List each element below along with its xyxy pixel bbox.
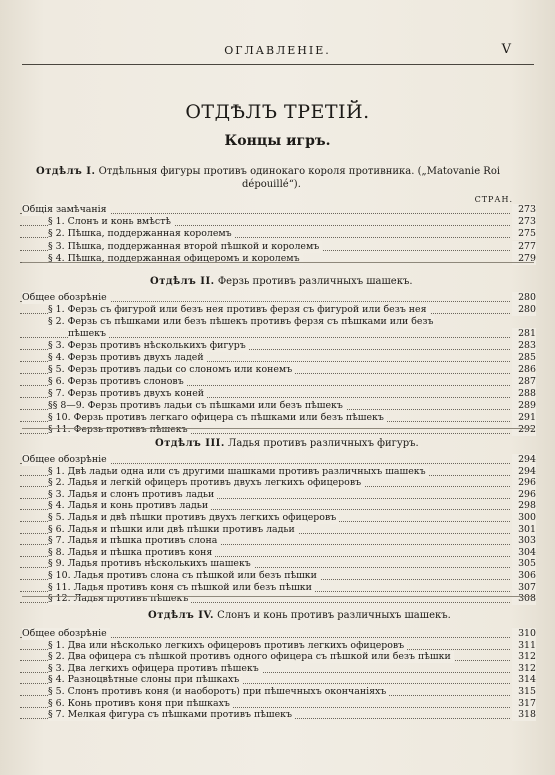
- section-3-lead: Отдѣлъ III.: [155, 438, 225, 449]
- toc-entry-text: [48, 524, 298, 536]
- toc-entry: [20, 388, 536, 400]
- part-heading: ОТДѢЛЪ ТРЕТІЙ.: [185, 101, 370, 123]
- toc-entry-text: [48, 582, 315, 594]
- toc-page-number: 277: [512, 241, 536, 253]
- toc-entry-title: Ладья противъ пѣшекъ: [73, 593, 189, 605]
- section-1-title-line2: dépouillé“).: [242, 179, 301, 190]
- toc-entry-text: [48, 241, 322, 253]
- toc-entry: [20, 524, 536, 536]
- toc-entry-text: [48, 376, 187, 388]
- toc-entry: [20, 686, 536, 698]
- toc-entry-number: § 8.: [48, 546, 68, 558]
- toc-page-number: 303: [512, 535, 536, 547]
- toc-entry-title: Слонъ противъ коня (и наоборотъ) при пѣшечныхъ окончаніяхъ: [67, 686, 387, 697]
- toc-entry: [20, 640, 536, 652]
- toc-entry-number: § 4.: [48, 252, 68, 264]
- toc-entry-text: [48, 547, 215, 559]
- toc-page-number: 311: [512, 640, 536, 652]
- toc-entry-number: § 11.: [48, 424, 74, 435]
- toc-entry-text: [48, 512, 339, 524]
- toc-entry-title: Ладья и пѣшка противъ коня: [67, 546, 213, 558]
- toc-page-number: 275: [512, 228, 536, 240]
- toc-entry-title: Ферзь противъ двухъ коней: [67, 388, 205, 399]
- toc-entry-title: Общее обозрѣніе: [22, 628, 107, 639]
- toc-entry: [20, 558, 536, 570]
- section-1-title-line1: Отдѣльныя фигуры противъ одинокаго короля противника. („Matovanie Roi: [98, 166, 501, 177]
- toc-entry-title: Конь противъ коня при пѣшкахъ: [67, 697, 230, 709]
- toc-entry: [20, 651, 536, 663]
- toc-entry: [20, 228, 536, 240]
- toc-entry: [20, 340, 536, 352]
- toc-entry-text: [48, 535, 220, 547]
- toc-entry-title: Ферзь съ фигурой или безъ нея противъ ферзя съ фигурой или безъ нея: [67, 304, 427, 315]
- toc-entry-text: [48, 304, 430, 316]
- section-4-lead: Отдѣлъ IV.: [148, 610, 214, 621]
- toc-entry-text: [48, 500, 211, 512]
- section-2-heading: [150, 275, 413, 288]
- toc-entry-text: [48, 640, 407, 652]
- toc-entry-number: § 12.: [48, 593, 74, 605]
- toc-page-number: 315: [512, 686, 536, 698]
- toc-entry-number: § 1.: [48, 639, 68, 651]
- toc-entry-number: § 4.: [48, 674, 68, 686]
- toc-entry-text: [48, 228, 235, 240]
- toc-entry: [20, 204, 536, 216]
- toc-entry: [20, 674, 536, 686]
- toc-entry-title: Слонъ и конь вмѣстѣ: [67, 216, 171, 228]
- toc-entry-text: [48, 674, 242, 686]
- toc-entry-title: Ладья противъ нѣсколькихъ шашекъ: [67, 558, 251, 570]
- toc-page-number: 314: [512, 674, 536, 686]
- toc-entry-title: Ладья противъ коня съ пѣшкой или безъ пѣшки: [73, 581, 312, 593]
- toc-page-number: 306: [512, 570, 536, 582]
- toc-page-number: 296: [512, 489, 536, 501]
- toc-entry: [20, 466, 536, 478]
- section-1-heading: [36, 165, 516, 178]
- toc-entry-text: [48, 709, 295, 721]
- toc-entry: [20, 477, 536, 489]
- toc-entry-title: Ладья и пѣшка противъ слона: [67, 535, 218, 547]
- toc-entry: [20, 698, 536, 710]
- toc-page-number: 291: [512, 412, 536, 424]
- toc-page-number: 312: [512, 663, 536, 675]
- section-2-lead: Отдѣлъ II.: [150, 276, 215, 287]
- toc-entry-text: [48, 340, 249, 352]
- section-1-heading-cont: [242, 178, 301, 191]
- toc-entry: [20, 454, 536, 466]
- toc-entry: [20, 352, 536, 364]
- toc-entry-text: [48, 663, 262, 675]
- toc-page-number: 288: [512, 388, 536, 400]
- section-2-title: Ферзь противъ различныхъ шашекъ.: [217, 276, 413, 287]
- toc-entry-number: § 7.: [48, 388, 68, 399]
- toc-entry-number: § 3.: [48, 662, 68, 674]
- toc-entry-text: [22, 204, 110, 216]
- toc-entry-number: § 2.: [48, 228, 68, 240]
- toc-entry: [20, 424, 536, 436]
- toc-entry: [20, 304, 536, 316]
- toc-entry-text: [22, 454, 110, 466]
- toc-entry-number: § 3.: [48, 488, 68, 500]
- toc-entry-text: [48, 412, 387, 424]
- toc-entry-title: Ферзь противъ пѣшекъ: [73, 424, 188, 435]
- toc-entry-text: [48, 489, 217, 501]
- toc-entry-title: Пѣшка, поддержанная второй пѣшкой и королемъ: [67, 240, 320, 252]
- toc-page-number: 317: [512, 698, 536, 710]
- toc-entry-text: [48, 570, 320, 582]
- toc-entry-title: Ферзь противъ двухъ ладей: [67, 352, 204, 363]
- toc-page-number: 307: [512, 582, 536, 594]
- toc-entry: [20, 376, 536, 388]
- toc-page-number: 296: [512, 477, 536, 489]
- toc-entry: [20, 316, 536, 340]
- toc-entry-text: [48, 216, 174, 228]
- toc-entry: [20, 512, 536, 524]
- toc-entry-title: Пѣшка, поддержанная королемъ: [67, 228, 232, 240]
- toc-entry-text: [48, 593, 191, 605]
- toc-page-number: 281: [512, 328, 536, 340]
- toc-entry: [20, 547, 536, 559]
- toc-page-number: 318: [512, 709, 536, 721]
- section-4-title: Слонъ и конь противъ различныхъ шашекъ.: [217, 610, 451, 621]
- toc-page-number: 279: [512, 253, 536, 265]
- toc-entry-number: § 2.: [48, 651, 68, 663]
- toc-entry-number: § 5.: [48, 686, 68, 697]
- toc-entry-title: Ладья и конь противъ ладьи: [67, 500, 209, 512]
- toc-entry-title: Ферзь противъ ладьи со слономъ или конемъ: [67, 364, 293, 375]
- toc-entry-number: § 10.: [48, 570, 74, 581]
- toc-entry-continuation: пѣшекъ: [68, 328, 109, 340]
- toc-page-number: 289: [512, 400, 536, 412]
- toc-page-number: 280: [512, 304, 536, 316]
- toc-entry: [20, 709, 536, 721]
- toc-entry-title: Общія замѣчанія: [22, 204, 107, 215]
- toc-entry: [20, 364, 536, 376]
- section-3-title: Ладья противъ различныхъ фигуръ.: [228, 438, 419, 449]
- toc-entry-text: [22, 292, 110, 304]
- toc-entry-text: [48, 698, 233, 710]
- toc-entry-title: Два или нѣсколько легкихъ офицеровъ противъ легкихъ офицеровъ: [67, 639, 405, 651]
- toc-entry-text: [48, 466, 429, 478]
- toc-entry-text: [48, 316, 434, 328]
- toc-entry-number: § 10.: [48, 412, 74, 423]
- toc-entry: [20, 400, 536, 412]
- section-divider-3: [22, 596, 534, 597]
- toc-page-number: 286: [512, 364, 536, 376]
- toc-entry: [20, 241, 536, 253]
- toc-page-number: 273: [512, 216, 536, 228]
- toc-entry-title: Два офицера съ пѣшкой противъ одного офицера съ пѣшкой или безъ пѣшки: [67, 651, 451, 663]
- running-header: [0, 44, 555, 60]
- toc-entry-title: Ладья и слонъ противъ ладьи: [67, 488, 215, 500]
- toc-entry-text: [48, 651, 454, 663]
- toc-entry-title: Ферзь противъ легкаго офицера съ пѣшками или безъ пѣшекъ: [73, 412, 384, 423]
- toc-page-number: 294: [512, 454, 536, 466]
- toc-entry-number: § 5.: [48, 512, 68, 523]
- toc-entry-number: § 4.: [48, 352, 68, 363]
- section-4-heading: [148, 609, 451, 622]
- page-column-label: СТРАН.: [474, 195, 513, 204]
- toc-entry: [20, 489, 536, 501]
- toc-entry: [20, 216, 536, 228]
- toc-entry-number: § 4.: [48, 500, 68, 512]
- header-rule: [22, 64, 534, 65]
- toc-entry-number: § 1.: [48, 465, 68, 477]
- toc-page-number: 298: [512, 500, 536, 512]
- toc-entry: [20, 593, 536, 605]
- toc-entry-title: Общее обозрѣніе: [22, 292, 107, 303]
- toc-entry-title: Ладья и легкій офицеръ противъ двухъ легкихъ офицеровъ: [67, 477, 362, 489]
- toc-entry-text: [48, 477, 364, 489]
- toc-entry-number: § 6.: [48, 376, 68, 387]
- toc-entry-number: § 6.: [48, 523, 68, 535]
- toc-entry-title: Ладья и двѣ пѣшки противъ двухъ легкихъ офицеровъ: [67, 512, 337, 523]
- toc-entry-number: § 9.: [48, 558, 68, 570]
- toc-entry-text: [48, 364, 295, 376]
- section-divider-2: [22, 428, 534, 429]
- toc-entry-number: § 6.: [48, 697, 68, 709]
- toc-entry: [20, 500, 536, 512]
- toc-entry-title: Двѣ ладьи одна или съ другими шашками противъ различныхъ шашекъ: [67, 465, 426, 477]
- toc-entry-number: § 3.: [48, 340, 68, 351]
- toc-entry-title: Два легкихъ офицера противъ пѣшекъ: [67, 662, 259, 674]
- toc-entry-title: Ладья и пѣшки или двѣ пѣшки противъ ладьи: [67, 523, 295, 535]
- toc-entry-title: Ферзь противъ ладьи съ пѣшками или безъ пѣшекъ: [87, 400, 343, 411]
- toc-entry-number: § 7.: [48, 535, 68, 547]
- toc-entry-title: Ферзь съ пѣшками или безъ пѣшекъ противъ ферзя съ пѣшками или безъ: [67, 316, 434, 327]
- toc-entry-title: Разноцвѣтные слоны при пѣшкахъ: [67, 674, 240, 686]
- toc-entry: [20, 412, 536, 424]
- toc-page-number: 280: [512, 292, 536, 304]
- page-number: V: [501, 42, 511, 57]
- toc-page-number: 312: [512, 651, 536, 663]
- toc-page-number: 310: [512, 628, 536, 640]
- toc-page-number: 301: [512, 524, 536, 536]
- toc-entry-title: Ферзь противъ слоновъ: [67, 376, 184, 387]
- toc-entry-number: § 5.: [48, 364, 68, 375]
- toc-entry: [20, 535, 536, 547]
- toc-entry-number: § 1.: [48, 216, 68, 228]
- toc-entry-number: § 1.: [48, 304, 68, 315]
- toc-entry-number: § 2.: [48, 316, 68, 327]
- toc-page-number: 292: [512, 424, 536, 436]
- toc-entry-title: Общее обозрѣніе: [22, 454, 107, 465]
- toc-entry: [20, 292, 536, 304]
- toc-entry: [20, 570, 536, 582]
- toc-page-number: 273: [512, 204, 536, 216]
- toc-entry-text: [48, 352, 207, 364]
- toc-entry-title: Мелкая фигура съ пѣшками противъ пѣшекъ: [67, 709, 292, 721]
- section-divider-1: [22, 262, 534, 263]
- toc-entry: [20, 628, 536, 640]
- toc-page-number: 294: [512, 466, 536, 478]
- toc-entry-title: Ладья противъ слона съ пѣшкой или безъ пѣшки: [73, 570, 317, 581]
- toc-entry-text: [48, 424, 191, 436]
- toc-entry-number: § 2.: [48, 477, 68, 489]
- part-subheading: Концы игръ.: [224, 133, 331, 149]
- toc-entry-text: [48, 558, 254, 570]
- toc-entry: [20, 663, 536, 675]
- toc-page-number: 305: [512, 558, 536, 570]
- toc-page-number: 287: [512, 376, 536, 388]
- section-1-lead: Отдѣлъ I.: [36, 166, 96, 177]
- toc-entry-number: § 11.: [48, 581, 74, 593]
- toc-page-number: 285: [512, 352, 536, 364]
- toc-entry-number: §§ 8—9.: [48, 400, 88, 411]
- toc-page-number: 304: [512, 547, 536, 559]
- toc-entry-text: [48, 400, 346, 412]
- toc-entry: [20, 582, 536, 594]
- toc-entry-number: § 7.: [48, 709, 68, 721]
- toc-page-number: 300: [512, 512, 536, 524]
- toc-entry-text: [48, 388, 207, 400]
- section-3-heading: [155, 437, 419, 450]
- toc-entry-title: Ферзь противъ нѣсколькихъ фигуръ: [67, 340, 246, 351]
- running-title: ОГЛАВЛЕНІЕ.: [224, 44, 331, 57]
- toc-entry-title: Пѣшка, поддержанная офицеромъ и королемъ: [67, 252, 300, 264]
- toc-entry-text: [48, 686, 389, 698]
- toc-entry-number: § 3.: [48, 240, 68, 252]
- toc-page-number: 283: [512, 340, 536, 352]
- toc-entry-text: [22, 628, 110, 640]
- toc-page-number: 308: [512, 593, 536, 605]
